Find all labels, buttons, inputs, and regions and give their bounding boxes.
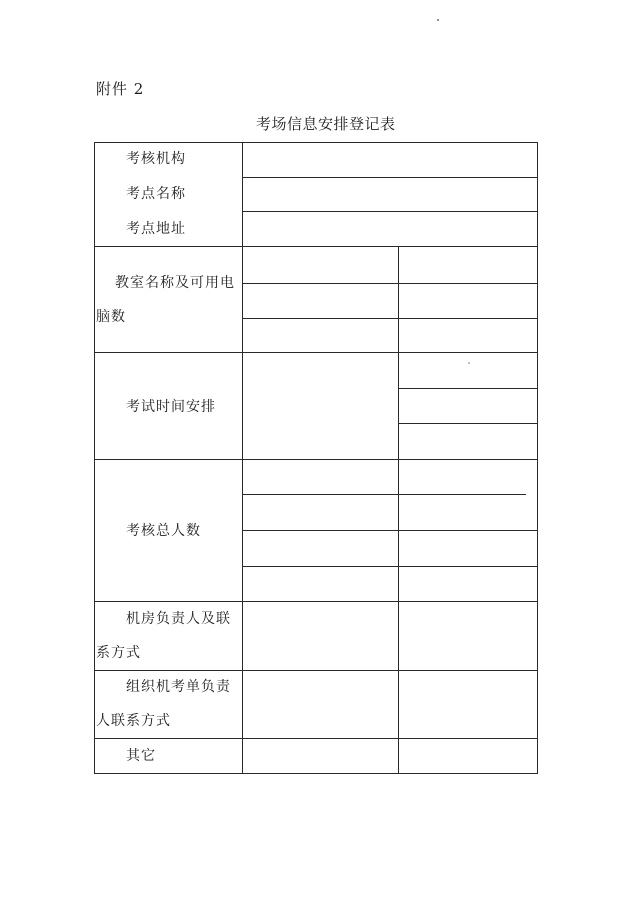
- label-exam-schedule: 考试时间安排: [126, 399, 216, 415]
- label-venue-address: 考点地址: [126, 221, 186, 237]
- row-divider: [94, 246, 538, 247]
- form-title: 考场信息安排登记表: [256, 115, 396, 133]
- label-total-examinees: 考核总人数: [126, 523, 201, 539]
- label-assessment-org: 考核机构: [126, 151, 186, 167]
- attachment-label: 附件 2: [96, 80, 145, 98]
- label-venue-name: 考点名称: [126, 186, 186, 202]
- row-divider: [242, 177, 538, 178]
- sub-row-divider: [242, 566, 538, 567]
- table-border-bottom: [94, 773, 538, 774]
- label-other: 其它: [126, 748, 156, 764]
- label-organizer-contact-line2: 人联系方式: [96, 713, 171, 729]
- row-divider: [94, 459, 538, 460]
- label-classroom-computers-line1: 教室名称及可用电: [115, 275, 235, 291]
- sub-row-divider: [398, 388, 538, 389]
- value-column-divider: [398, 601, 399, 774]
- row-divider: [242, 211, 538, 212]
- label-lab-contact-line2: 系方式: [96, 645, 141, 661]
- row-divider: [94, 352, 538, 353]
- sub-row-divider: [398, 423, 538, 424]
- sub-row-divider: [242, 494, 526, 495]
- sub-row-divider: [242, 530, 538, 531]
- sub-row-divider: [242, 318, 538, 319]
- table-border-left: [94, 142, 95, 774]
- label-column-divider: [242, 142, 243, 774]
- label-lab-contact-line1: 机房负责人及联: [126, 611, 231, 627]
- sub-row-divider: [242, 283, 538, 284]
- label-classroom-computers-line2: 脑数: [96, 309, 126, 325]
- value-column-divider: [398, 246, 399, 353]
- row-divider: [94, 738, 538, 739]
- value-column-divider: [398, 352, 399, 460]
- label-organizer-contact-line1: 组织机考单负责: [126, 679, 231, 695]
- table-border-right: [537, 142, 538, 774]
